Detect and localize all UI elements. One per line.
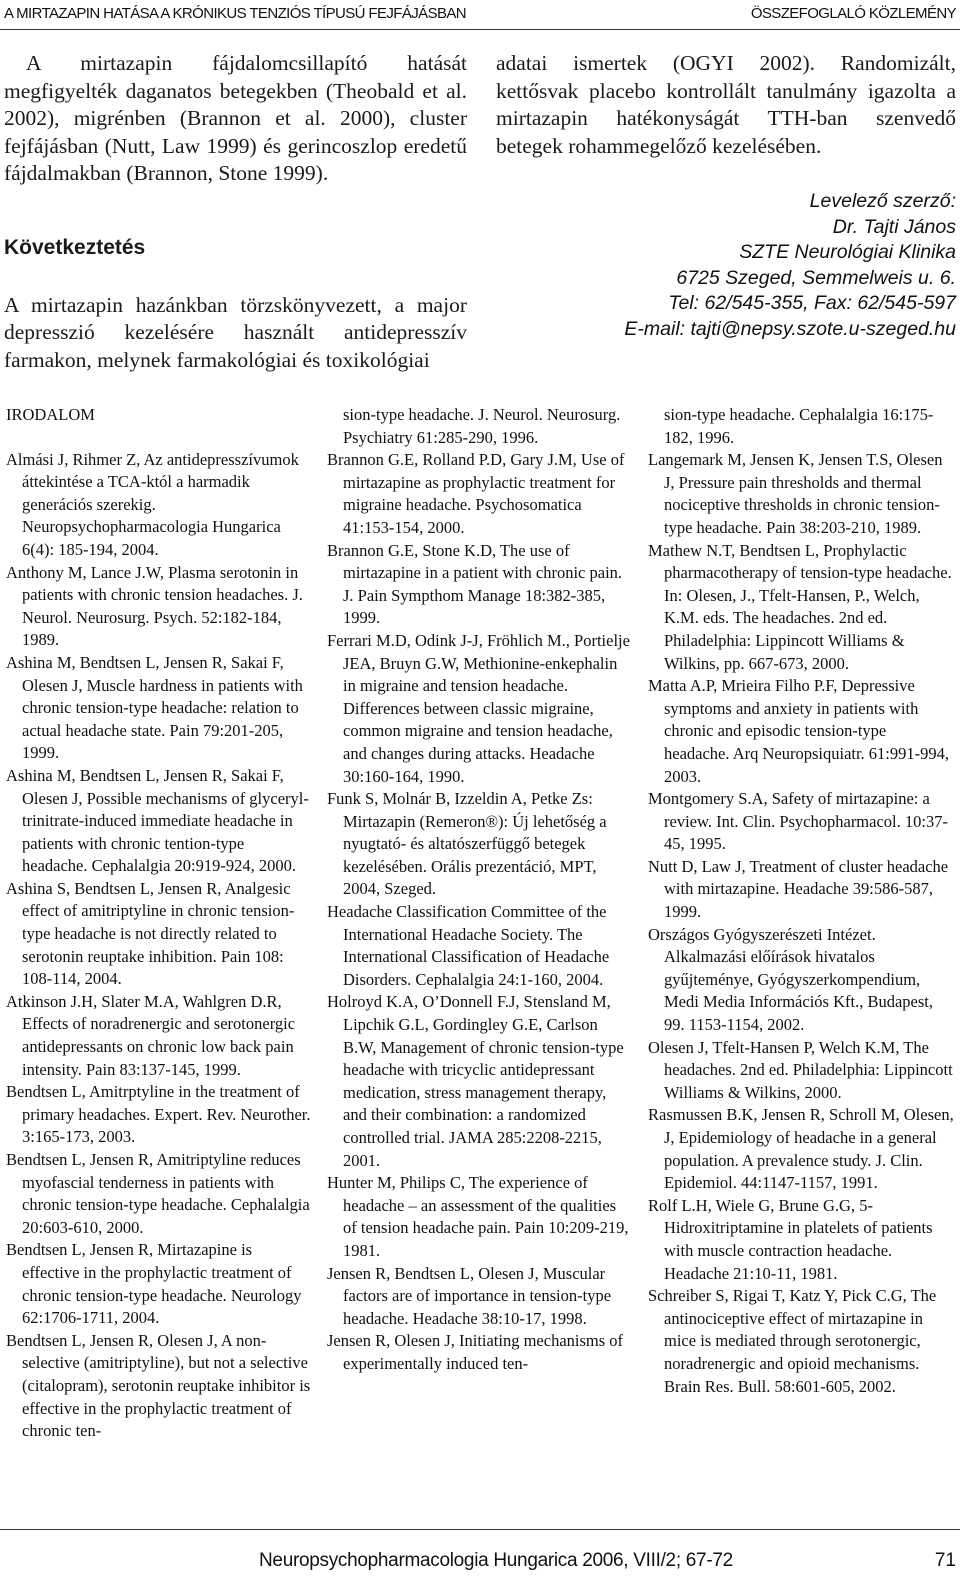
reference-item: Rolf L.H, Wiele G, Brune G.G, 5-Hidroxitriptamine in platelets of patients with muscle contraction headache. Headache 21:10-11, 1981. — [648, 1195, 933, 1283]
body-column-left — [4, 50, 467, 374]
reference-item: Matta A.P, Mrieira Filho P.F, Depressive symptoms and anxiety in patients with chronic and episodic tension-type headache. Arq Neuropsiquiatr. 61:991-994, 2003. — [648, 676, 950, 786]
reference-item: Jensen R, Olesen J, Initiating mechanisms of experimentally induced ten- — [327, 1331, 624, 1373]
reference-item: Ashina M, Bendtsen L, Jensen R, Sakai F, Olesen J, Possible mechanisms of glyceryl-trinitrate-induced immediate headache in patients with chronic tention-type headache. Cephalalgia 20:919-924, 2000. — [6, 765, 309, 876]
reference-item: Olesen J, Tfelt-Hansen P, Welch K.M, The headaches. 2nd ed. Philadelphia: Lippincott Williams & Wilkins, 2000. — [648, 1037, 953, 1102]
reference-item: Brannon G.E, Rolland P.D, Gary J.M, Use of mirtazapine as prophylactic treatment for migraine headache. Psychosomatica 41:153-154, 2000. — [327, 450, 625, 537]
reference-item: Bendtsen L, Jensen R, Amitriptyline reduces myofascial tenderness in patients with chronic tension-type headache. Cephalalgia 20:603-610, 2000. — [6, 1150, 310, 1237]
reference-continuation: sion-type headache. Cephalalgia 16:175-182, 1996. — [664, 405, 934, 447]
correspondence-block — [556, 189, 956, 342]
reference-item: Rasmussen B.K, Jensen R, Schroll M, Olesen, J, Epidemiology of headache in a general population. A prevalence study. J. Clin. Epidemiol. 44:1147-1157, 1991. — [648, 1105, 954, 1193]
conclusion-paragraph-part1: A mirtazapin hazánkban törzskönyvezett, a major depresszió kezelésére használt antidepresszív farmakon, melynek farmakológiai és toxikológiai — [4, 292, 467, 372]
conclusion-heading: Következtetés — [4, 235, 146, 259]
reference-item: Ashina S, Bendtsen L, Jensen R, Analgesic effect of amitriptyline in chronic tension-type headache is not directly related to serotonin reuptake inhibition. Pain 108: 108-114, 2004. — [6, 878, 295, 989]
correspondence-institution: SZTE Neurológiai Klinika — [739, 241, 956, 263]
references-column-3 — [648, 404, 954, 1398]
reference-item: Nutt D, Law J, Treatment of cluster headache with mirtazapine. Headache 39:586-587, 1999. — [648, 856, 949, 922]
reference-continuation: sion-type headache. J. Neurol. Neurosurg. Psychiatry 61:285-290, 1996. — [343, 405, 621, 447]
reference-item: Mathew N.T, Bendtsen L, Prophylactic pharmacotherapy of tension-type headache. In: Olesen, J., Tfelt-Hansen, P., Welch, K.M. eds. The headaches. 2nd ed. Philadelphia: Lippincott Williams & Wilkins, pp. 667-673, 2000. — [648, 540, 952, 673]
page-number: 71 — [934, 1550, 956, 1571]
references-column-2 — [327, 404, 633, 1376]
correspondence-label: Levelező szerző: — [809, 190, 956, 212]
reference-item: Holroyd K.A, O’Donnell F.J, Stensland M, Lipchik G.L, Gordingley G.E, Carlson B.W, Management of chronic tension-type headache with tricyclic antidepressant medication, stress management therapy, and their combination: a randomized controlled trial. JAMA 285:2208-2215, 2001. — [327, 992, 624, 1170]
reference-item: Funk S, Molnár B, Izzeldin A, Petke Zs: Mirtazapin (Remeron®): Új lehetőség a nyugtató- és altatószerfüggő betegek kezelésében. Orális prezentáció, MPT, 2004, Szeged. — [327, 789, 607, 899]
correspondence-email[interactable]: E-mail: tajti@nepsy.szote.u-szeged.hu — [624, 317, 956, 340]
running-title: A MIRTAZAPIN HATÁSA A KRÓNIKUS TENZIÓS TÍPUSÚ FEJFÁJÁSBAN — [4, 5, 467, 22]
body-column-right — [496, 50, 956, 160]
reference-item: Bendtsen L, Jensen R, Olesen J, A non-selective (amitriptyline), but not a selective (citalopram), serotonin reuptake inhibitor is effective in the prophylactic treatment of chronic ten- — [6, 1330, 311, 1441]
article-type: ÖSSZEFOGLALÓ KÖZLEMÉNY — [750, 5, 956, 22]
reference-item: Langemark M, Jensen K, Jensen T.S, Olesen J, Pressure pain thresholds and thermal nociceptive thresholds in chronic tension-type headache. Pain 38:203-210, 1989. — [648, 450, 943, 537]
correspondence-phone-fax: Tel: 62/545-355, Fax: 62/545-597 — [668, 292, 956, 314]
reference-item: Országos Gyógyszerészeti Intézet. Alkalmazási előírások hivatalos gyűjteménye, Gyógyszerkompendium, Medi Media Információs Kft., Budapest, 99. 1153-1154, 2002. — [648, 924, 933, 1035]
reference-item: Headache Classification Committee of the International Headache Society. The International Classification of Headache Disorders. Cephalalgia 24:1-160, 2004. — [327, 902, 610, 989]
references-heading: IRODALOM — [6, 405, 95, 424]
correspondence-address: 6725 Szeged, Semmelweis u. 6. — [676, 266, 956, 289]
reference-item: Ferrari M.D, Odink J-J, Fröhlich M., Portielje JEA, Bruyn G.W, Methionine-enkephalin in migraine and tension headache. Differences between classic migraine, common migraine and tension headache, and changes during attacks. Headache 30:160-164, 1990. — [327, 630, 630, 786]
correspondence-name: Dr. Tajti János — [832, 215, 956, 238]
reference-item: Hunter M, Philips C, The experience of headache – an assessment of the qualities of tension headache pain. Pain 10:209-219, 1981. — [327, 1173, 629, 1260]
references-column-1 — [6, 404, 312, 1443]
reference-item: Almási J, Rihmer Z, Az antidepresszívumok áttekintése a TCA-któl a harmadik generációs szerekig. Neuropsychopharmacologia Hungarica 6(4): 185-194, 2004. — [6, 449, 299, 559]
running-header — [0, 0, 960, 36]
intro-paragraph: A mirtazapin fájdalomcsillapító hatását megfigyelték daganatos betegekben (Theobald et al. 2002), migrénben (Brannon et al. 2000), cluster fejfájásban (Nutt, Law 1999) és gerincoszlop eredetű fájdalmakban (Brannon, Stone 1999). — [4, 51, 467, 185]
conclusion-paragraph-part2: adatai ismertek (OGYI 2002). Randomizált, kettősvak placebo kontrollált tanulmány igazolta a mirtazapin hatékonyságát TTH-ban szenvedő betegek rohammegelőző kezelésében. — [496, 51, 956, 158]
reference-item: Atkinson J.H, Slater M.A, Wahlgren D.R, Effects of noradrenergic and serotonergic antidepressants on chronic low back pain intensity. Pain 83:137-145, 1999. — [6, 991, 296, 1079]
reference-item: Ashina M, Bendtsen L, Jensen R, Sakai F, Olesen J, Muscle hardness in patients with chronic tension-type headache: relation to actual headache state. Pain 79:201-205, 1999. — [6, 652, 303, 763]
reference-item: Brannon G.E, Stone K.D, The use of mirtazapine in a patient with chronic pain. J. Pain Sympthom Manage 18:382-385, 1999. — [327, 540, 623, 628]
reference-item: Montgomery S.A, Safety of mirtazapine: a review. Int. Clin. Psychopharmacol. 10:37-45, 1995. — [648, 789, 948, 854]
header-divider — [0, 29, 960, 30]
reference-item: Bendtsen L, Amitrptyline in the treatment of primary headaches. Expert. Rev. Neurother. 3:165-173, 2003. — [6, 1082, 311, 1147]
reference-item: Anthony M, Lance J.W, Plasma serotonin in patients with chronic tension headaches. J. Neurol. Neurosurg. Psych. 52:182-184, 1989. — [6, 562, 303, 650]
reference-item: Bendtsen L, Jensen R, Mirtazapine is effective in the prophylactic treatment of chronic tension-type headache. Neurology 62:1706-1711, 2004. — [6, 1240, 302, 1328]
footer-divider — [0, 1529, 960, 1530]
reference-item: Schreiber S, Rigai T, Katz Y, Pick C.G, The antinociceptive effect of mirtazapine in mice is mediated through serotonergic, noradrenergic and opioid mechanisms. Brain Res. Bull. 58:601-605, 2002. — [648, 1286, 937, 1396]
journal-footer: Neuropsychopharmacologia Hungarica 2006, VIII/2; 67-72 — [259, 1550, 733, 1571]
reference-item: Jensen R, Bendtsen L, Olesen J, Muscular factors are of importance in tension-type headache. Headache 38:10-17, 1998. — [327, 1263, 612, 1328]
